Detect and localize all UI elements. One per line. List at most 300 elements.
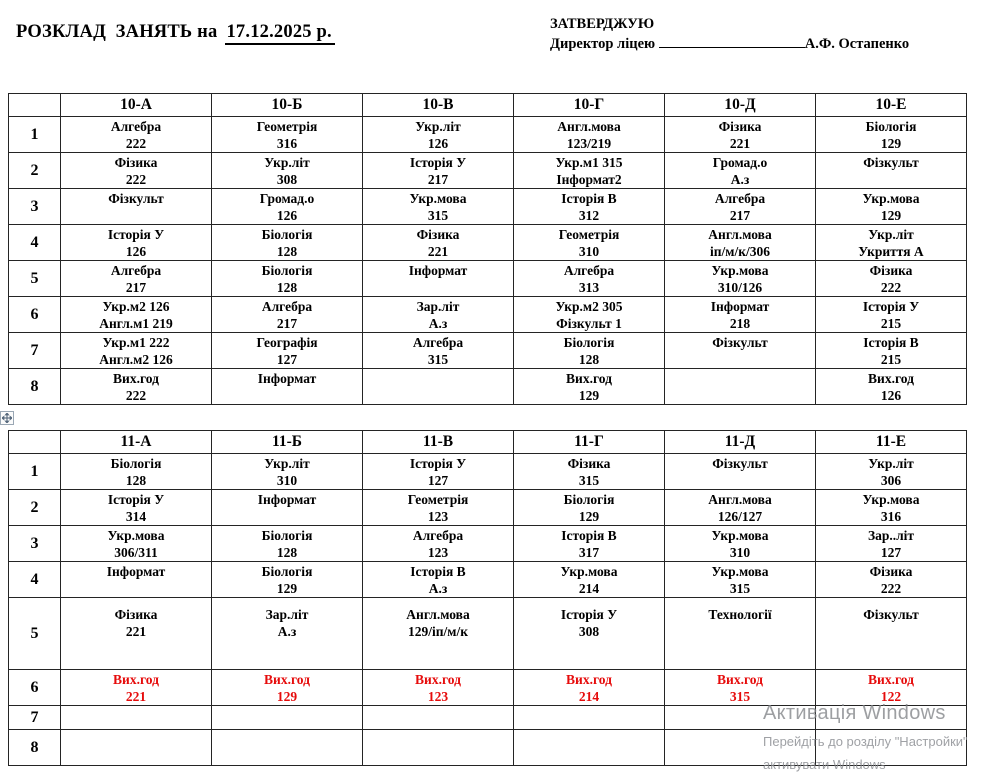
lesson-cell <box>665 670 816 706</box>
lesson-line: 221 <box>729 135 751 151</box>
lesson-cell <box>816 297 967 333</box>
lesson-line: 315 <box>427 351 449 367</box>
lesson-line: 128 <box>276 279 298 295</box>
lesson-cell <box>61 333 212 369</box>
lesson-line: Алгебра <box>563 263 615 278</box>
lesson-line: Англ.мова <box>557 119 621 134</box>
lesson-line: Фізкульт <box>863 607 919 622</box>
lesson-cell <box>514 117 665 153</box>
lesson-line: 128 <box>276 243 298 259</box>
lesson-line: 312 <box>578 207 600 223</box>
lesson-cell <box>816 730 967 766</box>
lesson-line: Історія В <box>863 335 919 350</box>
period-row <box>9 261 967 297</box>
lesson-cell <box>363 369 514 405</box>
lesson-line: 123 <box>427 688 449 704</box>
lesson-line: Фізика <box>718 119 762 134</box>
lesson-line: Зар.літ <box>265 607 309 622</box>
period-number: 1 <box>9 454 61 490</box>
lesson-line: 308 <box>578 623 600 639</box>
lesson-cell <box>363 562 514 598</box>
lesson-line: 123 <box>427 544 449 560</box>
lesson-line: 127 <box>427 472 449 488</box>
lesson-line: 221 <box>427 243 449 259</box>
lesson-line: Фізкульт 1 <box>556 315 622 331</box>
lesson-cell <box>514 261 665 297</box>
lesson-cell <box>212 297 363 333</box>
lesson-cell <box>816 526 967 562</box>
lesson-line: А.з <box>428 580 448 596</box>
lesson-line: Історія В <box>410 564 466 579</box>
lesson-cell <box>363 706 514 730</box>
lesson-line: Вих.год <box>868 371 914 386</box>
lesson-line: Геометрія <box>256 119 318 134</box>
lesson-line: 122 <box>880 688 902 704</box>
lesson-line: Історія У <box>107 227 165 242</box>
table-move-handle-icon[interactable] <box>0 411 14 425</box>
lesson-cell <box>514 730 665 766</box>
period-number: 6 <box>9 670 61 706</box>
lesson-line: Інформат <box>257 492 317 507</box>
lesson-line: Історія У <box>409 155 467 170</box>
lesson-cell <box>665 333 816 369</box>
lesson-line: 317 <box>578 544 600 560</box>
lesson-line: Укр.літ <box>264 155 310 170</box>
lesson-cell <box>363 297 514 333</box>
class-name-header: 11-Д <box>665 431 816 454</box>
lesson-cell <box>61 454 212 490</box>
lesson-line: Фізика <box>869 564 913 579</box>
lesson-line: Вих.год <box>113 672 159 687</box>
lesson-line: Вих.год <box>868 672 914 687</box>
lesson-cell <box>665 297 816 333</box>
page-title <box>16 22 335 43</box>
lesson-line: 128 <box>578 351 600 367</box>
class-name-header: 11-Г <box>514 431 665 454</box>
period-number: 5 <box>9 598 61 670</box>
lesson-cell <box>363 153 514 189</box>
class-name-header: 11-Е <box>816 431 967 454</box>
lesson-line: Англ.м1 219 <box>99 315 173 331</box>
lesson-line: Зар..літ <box>867 528 915 543</box>
lesson-cell <box>363 526 514 562</box>
lesson-line: 306/311 <box>114 544 158 560</box>
period-row <box>9 598 967 670</box>
lesson-line: Англ.мова <box>708 227 772 242</box>
lesson-line: Укр.м2 126 <box>102 299 170 314</box>
lesson-cell <box>816 454 967 490</box>
lesson-line: Укр.мова <box>862 492 920 507</box>
lesson-line: 315 <box>729 688 751 704</box>
lesson-line: Укр.мова <box>862 191 920 206</box>
lesson-cell <box>212 189 363 225</box>
lesson-line: Англ.мова <box>708 492 772 507</box>
lesson-line: Алгебра <box>412 335 464 350</box>
lesson-line: Фізика <box>416 227 460 242</box>
lesson-cell <box>816 562 967 598</box>
lesson-cell <box>665 454 816 490</box>
lesson-line: Вих.год <box>717 672 763 687</box>
class-name-header: 10-В <box>363 94 514 117</box>
period-row <box>9 490 967 526</box>
lesson-line: Фізкульт <box>712 456 768 471</box>
lesson-line: 310 <box>276 472 298 488</box>
lesson-line: іп/м/к/306 <box>709 243 770 259</box>
period-number: 7 <box>9 333 61 369</box>
approval-block <box>550 14 909 54</box>
class-name-header: 11-Б <box>212 431 363 454</box>
lesson-cell <box>61 706 212 730</box>
lesson-line: 222 <box>880 279 902 295</box>
lesson-line: Фізика <box>869 263 913 278</box>
lesson-line: Біологія <box>563 335 615 350</box>
approval-label: Директор ліцею <box>550 36 656 52</box>
lesson-cell <box>363 730 514 766</box>
lesson-line: 217 <box>276 315 298 331</box>
lesson-line: 222 <box>125 135 147 151</box>
lesson-line: 316 <box>880 508 902 524</box>
lesson-cell <box>212 369 363 405</box>
lesson-cell <box>363 333 514 369</box>
lesson-line: Укр.літ <box>868 227 914 242</box>
lesson-line: 222 <box>125 387 147 403</box>
lesson-line: 314 <box>125 508 147 524</box>
period-row <box>9 670 967 706</box>
lesson-line: Біологія <box>261 564 313 579</box>
lesson-line: 126 <box>125 243 147 259</box>
lesson-line: Біологія <box>110 456 162 471</box>
lesson-line: 315 <box>729 580 751 596</box>
lesson-line: Історія У <box>560 607 618 622</box>
lesson-line: Англ.мова <box>406 607 470 622</box>
lesson-cell <box>665 730 816 766</box>
lesson-line: 310 <box>578 243 600 259</box>
lesson-line: Географія <box>256 335 318 350</box>
class-name-header: 10-Е <box>816 94 967 117</box>
lesson-cell <box>363 454 514 490</box>
lesson-cell <box>514 225 665 261</box>
class-name-header: 11-В <box>363 431 514 454</box>
lesson-cell <box>61 297 212 333</box>
lesson-line: 315 <box>427 207 449 223</box>
lesson-cell <box>514 490 665 526</box>
lesson-line: 126 <box>276 207 298 223</box>
lesson-cell <box>514 670 665 706</box>
lesson-line: 217 <box>427 171 449 187</box>
lesson-cell <box>816 261 967 297</box>
lesson-cell <box>816 333 967 369</box>
lesson-line: Алгебра <box>110 263 162 278</box>
lesson-cell <box>212 706 363 730</box>
lesson-cell <box>61 261 212 297</box>
windows-activation-watermark-line2: Перейдіть до розділу "Настройки" <box>763 734 968 749</box>
lesson-line: 310/126 <box>717 279 763 295</box>
lesson-line: Біологія <box>563 492 615 507</box>
lesson-line: 221 <box>125 688 147 704</box>
corner-cell <box>9 94 61 117</box>
lesson-cell <box>61 369 212 405</box>
lesson-line: 308 <box>276 171 298 187</box>
lesson-cell <box>816 490 967 526</box>
period-number: 2 <box>9 153 61 189</box>
lesson-line: Зар.літ <box>416 299 460 314</box>
lesson-cell <box>61 598 212 670</box>
period-number: 6 <box>9 297 61 333</box>
period-number: 2 <box>9 490 61 526</box>
lesson-line: Громад.о <box>712 155 768 170</box>
lesson-line: Інформат <box>710 299 770 314</box>
lesson-cell <box>514 562 665 598</box>
period-row <box>9 706 967 730</box>
lesson-line: 217 <box>729 207 751 223</box>
lesson-cell <box>514 369 665 405</box>
lesson-cell <box>212 261 363 297</box>
lesson-cell <box>363 670 514 706</box>
lesson-cell <box>363 261 514 297</box>
signature-line <box>659 35 805 48</box>
lesson-line: Історія В <box>561 528 617 543</box>
lesson-cell <box>816 706 967 730</box>
period-row <box>9 297 967 333</box>
lesson-cell <box>514 454 665 490</box>
lesson-line: Укриття А <box>858 243 924 259</box>
lesson-line: 129/іп/м/к <box>407 623 468 639</box>
lesson-cell <box>514 526 665 562</box>
lesson-cell <box>212 730 363 766</box>
lesson-line: Укр.мова <box>409 191 467 206</box>
lesson-line: Історія У <box>107 492 165 507</box>
lesson-line: Інформат2 <box>556 171 622 187</box>
lesson-line: Алгебра <box>412 528 464 543</box>
lesson-cell <box>363 189 514 225</box>
lesson-cell <box>665 490 816 526</box>
lesson-cell <box>363 225 514 261</box>
corner-cell <box>9 431 61 454</box>
windows-activation-watermark-line3: активувати Windows <box>763 757 886 772</box>
lesson-cell <box>212 562 363 598</box>
lesson-cell <box>61 189 212 225</box>
lesson-cell <box>665 117 816 153</box>
schedule-table-grade-10 <box>8 93 967 405</box>
lesson-line: 215 <box>880 351 902 367</box>
lesson-line: Укр.м1 222 <box>102 335 170 350</box>
period-row <box>9 562 967 598</box>
lesson-line: Вих.год <box>566 371 612 386</box>
lesson-line: Історія У <box>862 299 920 314</box>
lesson-line: 214 <box>578 580 600 596</box>
period-number: 8 <box>9 369 61 405</box>
class-name-header: 10-Д <box>665 94 816 117</box>
lesson-cell <box>61 225 212 261</box>
lesson-line: 129 <box>880 207 902 223</box>
lesson-line: Інформат <box>106 564 166 579</box>
period-number: 3 <box>9 189 61 225</box>
lesson-cell <box>61 730 212 766</box>
lesson-cell <box>665 369 816 405</box>
lesson-cell <box>61 562 212 598</box>
lesson-line: 214 <box>578 688 600 704</box>
schedule-table <box>8 93 967 405</box>
period-number: 8 <box>9 730 61 766</box>
lesson-line: Технології <box>708 607 772 622</box>
lesson-line: А.з <box>428 315 448 331</box>
lesson-line: Історія У <box>409 456 467 471</box>
lesson-line: Укр.м2 305 <box>555 299 623 314</box>
lesson-line: Укр.мова <box>711 263 769 278</box>
lesson-line: 310 <box>729 544 751 560</box>
lesson-cell <box>212 490 363 526</box>
lesson-cell <box>61 153 212 189</box>
lesson-line: Алгебра <box>110 119 162 134</box>
lesson-cell <box>665 598 816 670</box>
lesson-cell <box>212 117 363 153</box>
lesson-line: Укр.м1 315 <box>555 155 623 170</box>
period-row <box>9 153 967 189</box>
period-row <box>9 526 967 562</box>
lesson-cell <box>816 670 967 706</box>
lesson-cell <box>61 117 212 153</box>
approval-name: А.Ф. Остапенко <box>804 36 910 52</box>
class-name-header: 10-Б <box>212 94 363 117</box>
lesson-line: Інформат <box>257 371 317 386</box>
windows-activation-watermark-title: Активація Windows <box>763 702 946 724</box>
lesson-cell <box>212 454 363 490</box>
class-name-header: 11-А <box>61 431 212 454</box>
lesson-line: 128 <box>125 472 147 488</box>
lesson-line: 222 <box>125 171 147 187</box>
lesson-cell <box>665 562 816 598</box>
period-row <box>9 333 967 369</box>
lesson-line: 218 <box>729 315 751 331</box>
lesson-line: 313 <box>578 279 600 295</box>
lesson-line: 217 <box>125 279 147 295</box>
title-date: 17.12.2025 р. <box>225 22 334 45</box>
lesson-line: Укр.мова <box>560 564 618 579</box>
lesson-cell <box>363 117 514 153</box>
lesson-cell <box>212 333 363 369</box>
lesson-line: 316 <box>276 135 298 151</box>
schedule-table-grade-11 <box>8 430 967 766</box>
lesson-cell <box>816 225 967 261</box>
lesson-line: Біологія <box>865 119 917 134</box>
lesson-cell <box>514 333 665 369</box>
period-row <box>9 454 967 490</box>
lesson-cell <box>61 490 212 526</box>
period-number: 5 <box>9 261 61 297</box>
lesson-line: Укр.літ <box>868 456 914 471</box>
lesson-line: 123/219 <box>566 135 612 151</box>
lesson-line: Біологія <box>261 227 313 242</box>
lesson-line: Фізкульт <box>712 335 768 350</box>
lesson-line: 126/127 <box>717 508 763 524</box>
lesson-line: 129 <box>578 508 600 524</box>
lesson-line: Громад.о <box>259 191 315 206</box>
lesson-cell <box>61 526 212 562</box>
lesson-line: А.з <box>730 171 750 187</box>
lesson-line: 129 <box>880 135 902 151</box>
lesson-cell <box>212 225 363 261</box>
lesson-line: 126 <box>427 135 449 151</box>
lesson-line: Фізика <box>114 607 158 622</box>
lesson-cell <box>816 369 967 405</box>
lesson-cell <box>212 598 363 670</box>
lesson-cell <box>816 598 967 670</box>
lesson-line: 126 <box>880 387 902 403</box>
lesson-cell <box>816 189 967 225</box>
lesson-line: Укр.мова <box>711 564 769 579</box>
lesson-line: А.з <box>277 623 297 639</box>
period-number: 4 <box>9 562 61 598</box>
lesson-cell <box>212 670 363 706</box>
lesson-cell <box>665 706 816 730</box>
lesson-cell <box>665 153 816 189</box>
lesson-line: 129 <box>578 387 600 403</box>
period-number: 1 <box>9 117 61 153</box>
lesson-line: 129 <box>276 580 298 596</box>
lesson-cell <box>665 526 816 562</box>
lesson-line: Алгебра <box>714 191 766 206</box>
title-text: РОЗКЛАД ЗАНЯТЬ на <box>16 22 218 42</box>
lesson-cell <box>212 526 363 562</box>
lesson-cell <box>665 189 816 225</box>
lesson-cell <box>816 117 967 153</box>
lesson-cell <box>514 706 665 730</box>
lesson-line: Фізкульт <box>863 155 919 170</box>
lesson-line: Біологія <box>261 263 313 278</box>
lesson-line: Вих.год <box>415 672 461 687</box>
lesson-cell <box>61 670 212 706</box>
lesson-cell <box>363 490 514 526</box>
class-name-header: 10-Г <box>514 94 665 117</box>
schedule-table <box>8 430 967 766</box>
lesson-line: 215 <box>880 315 902 331</box>
lesson-cell <box>514 153 665 189</box>
lesson-line: Історія В <box>561 191 617 206</box>
lesson-line: 221 <box>125 623 147 639</box>
lesson-line: Інформат <box>408 263 468 278</box>
class-name-header: 10-А <box>61 94 212 117</box>
lesson-line: Вих.год <box>566 672 612 687</box>
lesson-cell <box>514 189 665 225</box>
lesson-cell <box>665 261 816 297</box>
lesson-line: 129 <box>276 688 298 704</box>
period-row <box>9 225 967 261</box>
lesson-line: Англ.м2 126 <box>99 351 173 367</box>
lesson-line: 222 <box>880 580 902 596</box>
period-row <box>9 189 967 225</box>
approval-signature-row <box>550 34 909 54</box>
period-row <box>9 730 967 766</box>
lesson-line: Вих.год <box>113 371 159 386</box>
lesson-line: Укр.літ <box>264 456 310 471</box>
period-row <box>9 369 967 405</box>
lesson-line: 315 <box>578 472 600 488</box>
approval-heading: ЗАТВЕРДЖУЮ <box>550 16 655 32</box>
lesson-line: 123 <box>427 508 449 524</box>
lesson-cell <box>212 153 363 189</box>
lesson-line: Вих.год <box>264 672 310 687</box>
lesson-line: Фізкульт <box>108 191 164 206</box>
lesson-line: Фізика <box>567 456 611 471</box>
lesson-line: Геометрія <box>407 492 469 507</box>
lesson-line: Геометрія <box>558 227 620 242</box>
lesson-line: 127 <box>276 351 298 367</box>
lesson-line: Укр.мова <box>107 528 165 543</box>
lesson-cell <box>514 598 665 670</box>
lesson-cell <box>514 297 665 333</box>
lesson-line: 128 <box>276 544 298 560</box>
lesson-line: Біологія <box>261 528 313 543</box>
